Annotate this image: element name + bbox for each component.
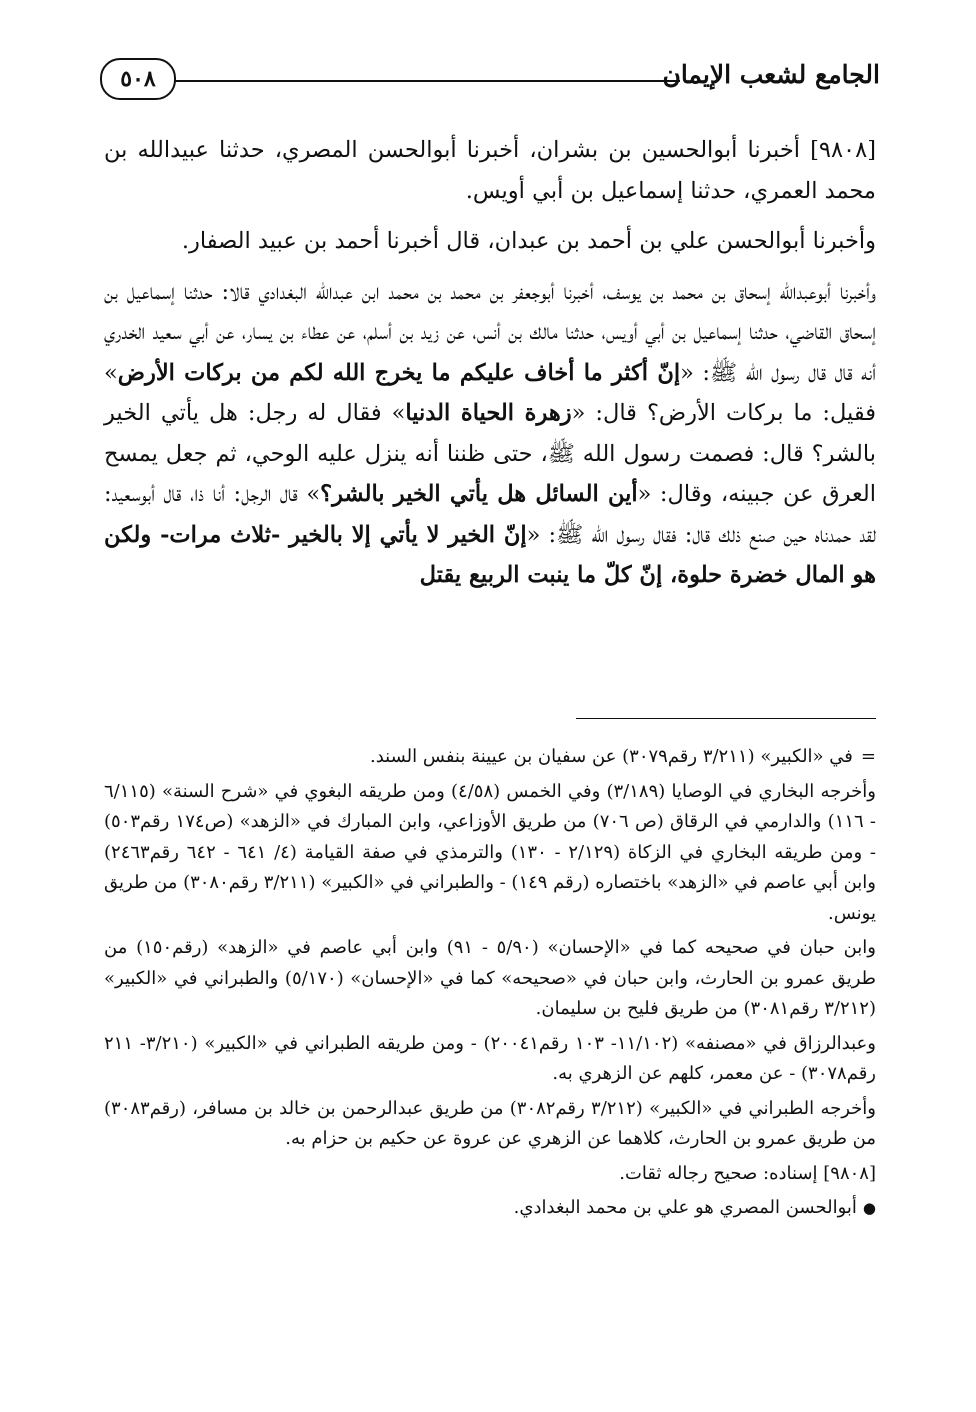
hadith-quote-4: إنّ الخير لا يأتي إلا بالخير -ثلاث مرات- ولكن هو المال خضرة حلوة، إنّ كلّ ما ينبت الربيع يقتل xyxy=(104,521,876,588)
footnote-7 xyxy=(104,1193,876,1224)
footnote-7-text: أبوالحسن المصري هو علي بن محمد البغدادي. xyxy=(513,1197,857,1218)
footnote-1 xyxy=(104,742,876,773)
page-title: الجامع لشعب الإيمان xyxy=(662,60,880,89)
footnote-divider xyxy=(576,718,876,719)
paragraph-2: وأخبرنا أبوالحسن علي بن أحمد بن عبدان، قال أخبرنا أحمد بن عبيد الصفار. xyxy=(181,228,876,254)
paragraph-3 xyxy=(104,272,876,596)
p3-text-e: » قال الرجل: أنا ذا، قال أبوسعيد: لقد حمدناه حين صنع ذلك قال: فقال رسول الله ﷺ: « xyxy=(104,481,876,548)
page-header xyxy=(100,58,880,102)
footnote-6: [٩٨٠٨] إسناده: صحيح رجاله ثقات. xyxy=(619,1162,876,1184)
main-text xyxy=(104,130,876,606)
p3-text-d: » فقال له رجل: هل يأتي الخير بالشر؟ قال: فصمت رسول الله ﷺ، حتى ظننا أنه ينزل عليه الوحي، ثم جعل يمسح العرق عن جبينه، وقال: « xyxy=(104,400,876,507)
p3-text-c: » فقيل: ما بركات الأرض؟ قال: « xyxy=(104,359,876,426)
bullet-icon: ● xyxy=(862,1199,876,1217)
hadith-quote-2: زهرة الحياة الدنيا xyxy=(405,400,572,426)
page-number: ٥٠٨ xyxy=(100,58,176,100)
footnotes xyxy=(104,742,876,1228)
footnote-1-text: في «الكبير» (٣/٢١١ رقم٣٠٧٩) عن سفيان بن عيينة بنفس السند. xyxy=(370,746,853,767)
paragraph-1: [٩٨٠٨] أخبرنا أبوالحسين بن بشران، أخبرنا أبوالحسن المصري، حدثنا عبيدالله بن محمد العمري، حدثنا إسماعيل بن أبي أويس. xyxy=(104,137,876,204)
footnote-2: وأخرجه البخاري في الوصايا (٣/١٨٩) وفي الخمس (٤/٥٨) ومن طريقه البغوي في «شرح السنة» (٦/١١٥ - ١١٦) والدارمي في الرقاق (ص ٧٠٦) من طريق الأوزاعي، وابن المبارك في «الزهد» (ص١٧٤ رقم٥٠٣) - ومن طريقه البخاري في الزكاة (٢/١٢٩ - ١٣٠) والترمذي في صفة القيامة (٤/ ٦٤١ - ٦٤٢ رقم٢٤٦٣) وابن أبي عاصم في «الزهد» باختصاره (رقم ١٤٩) - والطبراني في «الكبير» (٣/٢١١ رقم٣٠٨٠) من طريق يونس. xyxy=(104,780,877,924)
footnote-3: وابن حبان في صحيحه كما في «الإحسان» (٥/٩٠ - ٩١) وابن أبي عاصم في «الزهد» (رقم١٥٠) من طريق عمرو بن الحارث، وابن حبان في «صحيحه» كما في «الإحسان» (٥/١٧٠) والطبراني في «الكبير» (٣/٢١٢ رقم٣٠٨١) من طريق فليح بن سليمان. xyxy=(104,937,876,1019)
footnote-4: وعبدالرزاق في «مصنفه» (١١/١٠٢- ١٠٣ رقم٢٠٠٤١) - ومن طريقه الطبراني في «الكبير» (٣/٢١٠- ٢١١ رقم٣٠٧٨) - عن معمر، كلهم عن الزهري به. xyxy=(104,1032,876,1084)
header-rule xyxy=(172,80,680,82)
p3-text-a: وأخبرنا أبوعبدالله إسحاق بن محمد بن يوسف، أخبرنا أبوجعفر بن محمد بن محمد ابن عبدالله البغدادي قالا: حدثنا إسماعيل بن إسحاق القاضي، حدثنا إسماعيل بن أبي أويس، حدثنا مالك بن أنس، عن زيد بن أسلم، عن عطاء بن يسار، عن أبي سعيد الخدري أنه قال قال رسول الله ﷺ: « xyxy=(104,278,876,386)
continuation-mark: = xyxy=(860,746,876,767)
hadith-quote-3: أين السائل هل يأتي الخير بالشر؟ xyxy=(320,481,638,507)
footnote-5: وأخرجه الطبراني في «الكبير» (٣/٢١٢ رقم٣٠٨٢) من طريق عبدالرحمن بن خالد بن مسافر، (رقم٣٠٨٣) من طريق عمرو بن الحارث، كلاهما عن الزهري عن عروة عن حكيم بن حزام به. xyxy=(104,1097,876,1149)
hadith-quote-1: إنّ أكثر ما أخاف عليكم ما يخرج الله لكم من بركات الأرض xyxy=(117,359,681,386)
